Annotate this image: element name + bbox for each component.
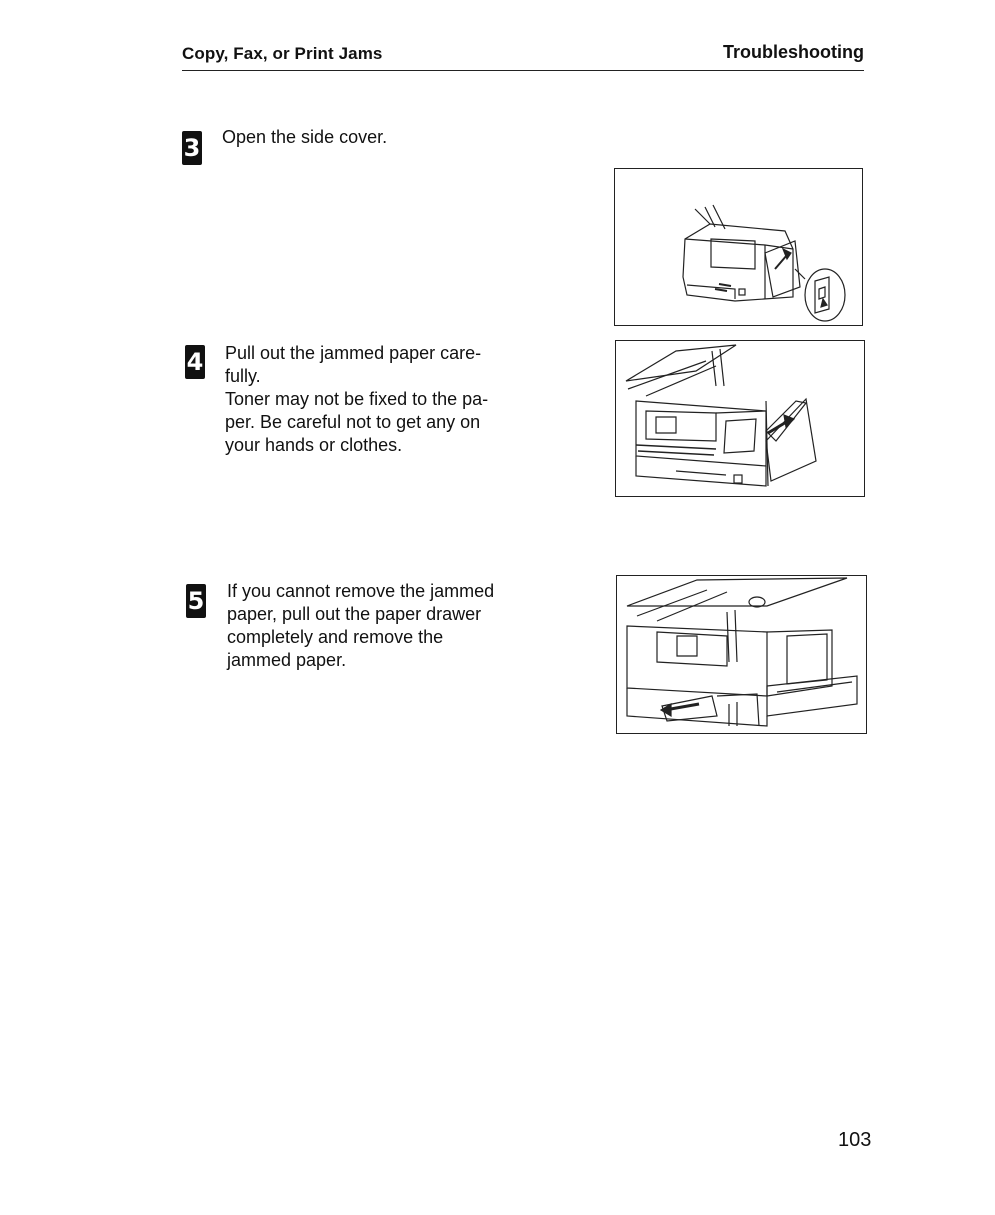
page-number: 103: [838, 1129, 872, 1151]
section-title: Copy, Fax, or Print Jams: [182, 44, 383, 63]
step-number-badge: 4: [185, 345, 205, 379]
step-number-badge: 3: [182, 131, 202, 165]
step-text-line: your hands or clothes.: [225, 435, 403, 455]
printer-side-cover-open-illustration: [615, 169, 862, 325]
paper-drawer-pull-illustration: [617, 576, 866, 733]
step-5-figure: [616, 575, 867, 734]
step-4-figure: [615, 340, 865, 497]
step-text-line: Pull out the jammed paper care-: [225, 343, 482, 363]
step-text-line: Toner may not be fixed to the pa-: [225, 389, 489, 409]
chapter-title: Troubleshooting: [723, 42, 864, 62]
step-text-line: completely and remove the: [227, 627, 444, 647]
step-text-line: paper, pull out the paper drawer: [227, 604, 482, 624]
step-number-badge: 5: [186, 584, 206, 618]
step-5-text: [227, 580, 567, 672]
step-3-figure: [614, 168, 863, 326]
step-text-line: fully.: [225, 366, 261, 386]
step-text-line: jammed paper.: [227, 650, 347, 670]
page-header: [182, 40, 864, 71]
step-4-text: [225, 342, 565, 457]
step-text-line: If you cannot remove the jammed: [227, 581, 495, 601]
step-text-line: Open the side cover.: [222, 127, 388, 147]
jammed-paper-pull-illustration: [616, 341, 864, 496]
step-text-line: per. Be careful not to get any on: [225, 412, 481, 432]
step-3-text: [222, 126, 562, 149]
